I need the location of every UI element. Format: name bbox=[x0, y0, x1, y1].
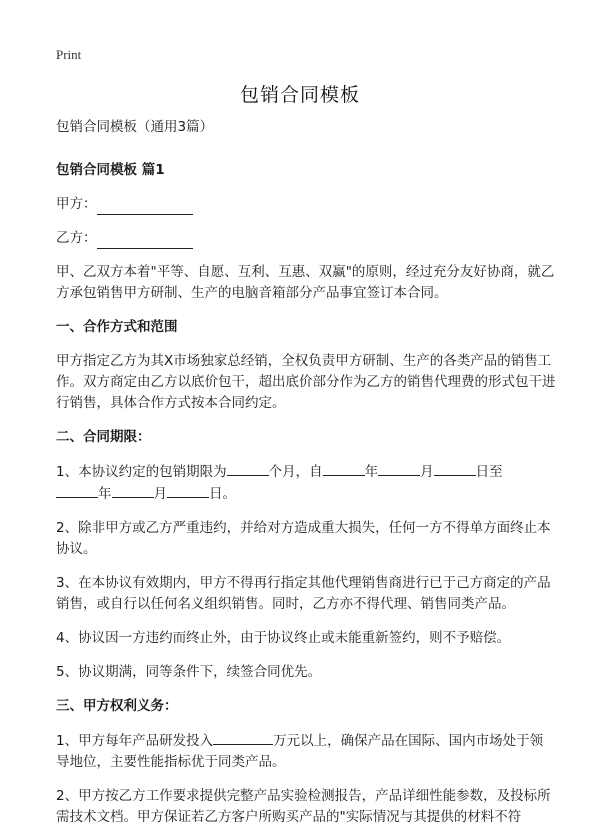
term-item-4: 4、协议因一方违约而终止外，由于协议终止或未能重新签约，则不予赔偿。 bbox=[56, 630, 511, 646]
document-subtitle: 包销合同模板（通用3篇） bbox=[56, 119, 214, 135]
term-item-2: 2、除非甲方或乙方严重违约，并给对方造成重大损失，任何一方不得单方面终止本协议。 bbox=[56, 520, 551, 557]
rights-1-text-a: 1、甲方每年产品研发投入 bbox=[56, 733, 214, 749]
party-b-label: 乙方： bbox=[56, 230, 97, 246]
term-1-text-d: 月 bbox=[420, 464, 434, 480]
end-month-blank bbox=[112, 483, 154, 498]
heading-term: 二、合同期限： bbox=[56, 429, 151, 445]
investment-blank bbox=[213, 730, 273, 745]
start-month-blank bbox=[378, 461, 420, 476]
document-body bbox=[56, 117, 556, 828]
term-1-text-c: 年 bbox=[364, 464, 379, 480]
party-a-label: 甲方： bbox=[56, 196, 97, 212]
intro-paragraph: 甲、乙双方本着"平等、自愿、互利、互惠、双赢"的原则，经过充分友好协商，就乙方承包销售甲方研制、生产的电脑音箱部分产品事宜签订本合同。 bbox=[56, 264, 555, 301]
start-year-blank bbox=[323, 461, 365, 476]
cooperation-paragraph: 甲方指定乙方为其X市场独家总经销，全权负责甲方研制、生产的各类产品的销售工作。双方商定由乙方以底价包干，超出底价部分作为乙方的销售代理费的形式包干进行销售，具体合作方式按本合同约定。 bbox=[56, 353, 556, 411]
rights-item-1 bbox=[56, 730, 556, 773]
end-year-blank bbox=[56, 483, 98, 498]
rights-1-text-b: 万元以上，确保产品在国际、国内市场处于领导地位，主要性能指标优于同类产品。 bbox=[56, 733, 544, 770]
party-a-row bbox=[56, 194, 556, 215]
term-item-1 bbox=[56, 461, 556, 505]
term-1-text-a: 1、本协议约定的包销期限为 bbox=[56, 464, 227, 480]
print-link[interactable]: Print bbox=[56, 47, 82, 62]
term-item-3: 3、在本协议有效期内，甲方不得再行指定其他代理销售商进行已于己方商定的产品销售，或自行以任何名义组织销售。同时，乙方亦不得代理、销售同类产品。 bbox=[56, 575, 551, 612]
party-b-blank bbox=[97, 234, 193, 249]
term-1-text-b: 个月，自 bbox=[268, 464, 323, 480]
term-1-text-g: 月 bbox=[153, 486, 167, 502]
term-1-text-f: 年 bbox=[98, 486, 112, 502]
rights-item-2: 2、甲方按乙方工作要求提供完整产品实验检测报告，产品详细性能参数，及投标所需技术文档。甲方保证若乙方客户所购买产品的"实际情况与其提供的材料不符 bbox=[56, 788, 551, 825]
term-1-text-e: 日至 bbox=[475, 464, 503, 480]
section-title: 包销合同模板 篇1 bbox=[56, 162, 165, 178]
start-day-blank bbox=[434, 461, 476, 476]
party-a-blank bbox=[97, 200, 193, 215]
party-b-row bbox=[56, 228, 556, 249]
term-1-text-h: 日。 bbox=[209, 486, 236, 502]
document-title: 包销合同模板 bbox=[239, 84, 360, 106]
heading-party-a-rights: 三、甲方权利义务： bbox=[56, 698, 178, 714]
term-item-5: 5、协议期满，同等条件下，续签合同优先。 bbox=[56, 664, 322, 680]
heading-cooperation: 一、合作方式和范围 bbox=[56, 319, 178, 335]
end-day-blank bbox=[167, 483, 209, 498]
months-blank bbox=[227, 461, 269, 476]
